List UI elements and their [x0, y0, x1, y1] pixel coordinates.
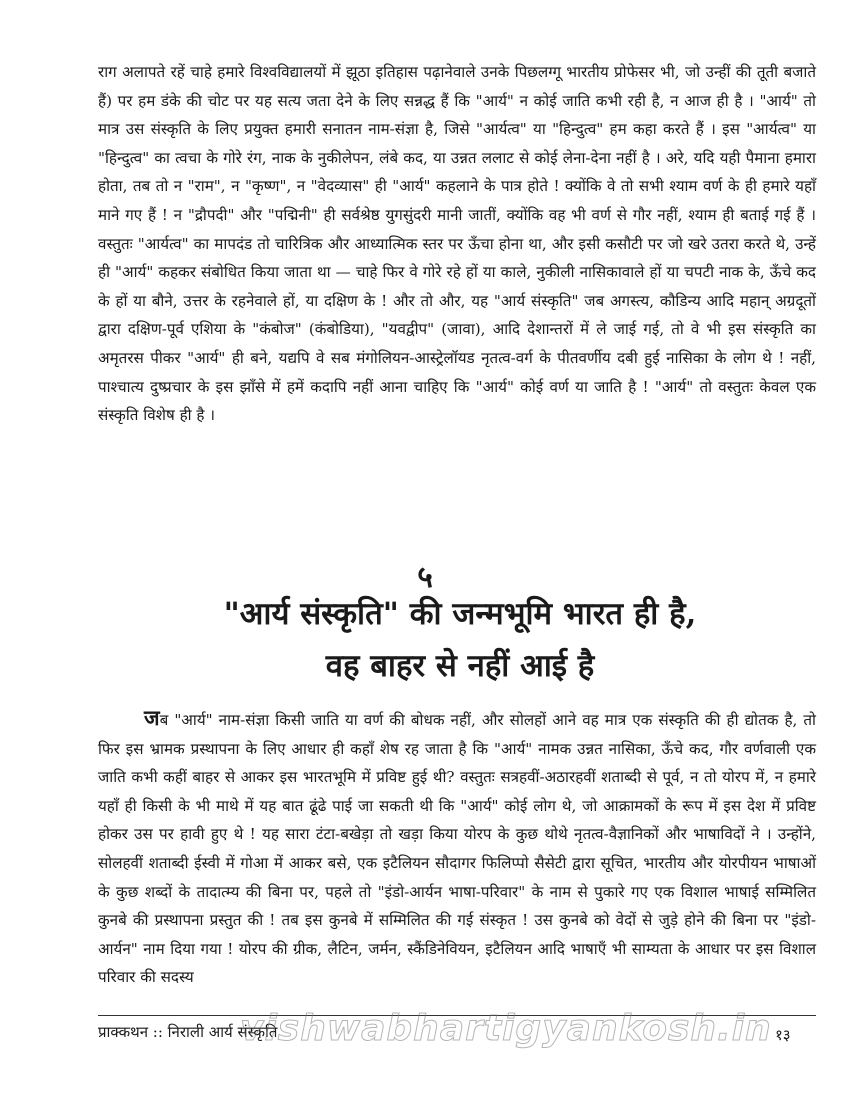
chapter-number: ५ [417, 560, 433, 595]
body-paragraph-1: राग अलापते रहें चाहे हमारे विश्वविद्यालयों में झूठा इतिहास पढ़ानेवाले उनके पिछलग्गू भारतीय प्रोफेसर भी, जो उन्हीं की तूती बजाते हैं) पर हम डंके की चोट पर यह सत्य जता देने के लिए सन्नद्ध हैं कि "आर्य" न कोई जाति कभी रही है, न आज ही है । "आर्य" तो मात्र उस संस्कृति के लिए प्रयुक्त हमारी सनातन नाम-संज्ञा है, जिसे "आर्यत्व" या "हिन्दुत्व" हम कहा करते हैं । इस "आर्यत्व" या "हिन्दुत्व" का त्वचा के गोरे रंग, नाक के नुकीलेपन, लंबे कद, या उन्नत ललाट से कोई लेना-देना नहीं है । अरे, यदि यही पैमाना हमारा होता, तब तो न "राम", न "कृष्ण", न "वेदव्यास" ही "आर्य" कहलाने के पात्र होते ! क्योंकि वे तो सभी श्याम वर्ण के ही हमारे यहाँ माने गए हैं ! न "द्रौपदी" और "पद्मिनी" ही सर्वश्रेष्ठ युगसुंदरी मानी जातीं, क्योंकि वह भी वर्ण से गौर नहीं, श्याम ही बताई गई हैं । वस्तुतः "आर्यत्व" का मापदंड तो चारित्रिक और आध्यात्मिक स्तर पर ऊँचा होना था, और इसी कसौटी पर जो खरे उतरा करते थे, उन्हें ही "आर्य" कहकर संबोधित किया जाता था — चाहे फिर वे गोरे रहे हों या काले, नुकीली नासिकावाले हों या चपटी नाक के, ऊँचे कद के हों या बौने, उत्तर के रहनेवाले हों, या दक्षिण के ! और तो और, यह "आर्य संस्कृति" जब अगस्त्य, कौडिन्य आदि महान् अग्रदूतों द्वारा दक्षिण-पूर्व एशिया के "कंबोज" (कंबोडिया), "यवद्वीप" (जावा), आदि देशान्तरों में ले जाई गई, तो वे भी इस संस्कृति का अमृतरस पीकर "आर्य" ही बने, यद्यपि वे सब मंगोलियन-आस्ट्रेलॉयड नृतत्व-वर्ग के पीतवर्णीय दबी हुई नासिका के लोग थे ! नहीं, पाश्चात्य दुष्प्रचार के इस झाँसे में हमें कदापि नहीं आना चाहिए कि "आर्य" कोई वर्ण या जाति है ! "आर्य" तो वस्तुतः केवल एक संस्कृति विशेष ही है । [98, 63, 816, 425]
running-footer-title: प्राक्कथन :: निराली आर्य संस्कृति [98, 1023, 278, 1041]
page-number: १३ [775, 1026, 791, 1044]
chapter-title-line-1: "आर्य संस्कृति" की जन्मभूमि भारत ही है, [223, 596, 697, 632]
site-watermark: vishwabhartigyankosh.in [240, 1008, 772, 1049]
chapter-title-line-2: वह बाहर से नहीं आई है [325, 648, 595, 684]
drop-cap: ज [144, 705, 160, 730]
body-paragraph-2-text: ब "आर्य" नाम-संज्ञा किसी जाति या वर्ण की बोधक नहीं, और सोलहों आने वह मात्र एक संस्कृति की ही द्योतक है, तो फिर इस भ्रामक प्रस्थापना के लिए आधार ही कहाँ शेष रह जाता है कि "आर्य" नामक उन्नत नासिका, ऊँचे कद, गौर वर्णवाली एक जाति कभी कहीं बाहर से आकर इस भारतभूमि में प्रविष्ट हुई थी? वस्तुतः सत्रहवीं-अठारहवीं शताब्दी से पूर्व, न तो योरप में, न हमारे यहाँ ही किसी के भी माथे में यह बात ढूंढे पाई जा सकती थी कि "आर्य" कोई लोग थे, जो आक्रामकों के रूप में इस देश में प्रविष्ट होकर उस पर हावी हुए थे ! यह सारा टंटा-बखेड़ा तो खड़ा किया योरप के कुछ थोथे नृतत्व-वैज्ञानिकों और भाषाविदों ने । उन्होंने, सोलहवीं शताब्दी ईस्वी में गोआ में आकर बसे, एक इटैलियन सौदागर फिलिप्पो सैसेटी द्वारा सूचित, भारतीय और योरपीयन भाषाओं के कुछ शब्दों के तादात्म्य की बिना पर, पहले तो "इंडो-आर्यन भाषा-परिवार" के नाम से पुकारे गए एक विशाल भाषाई सम्मिलित कुनबे की प्रस्थापना प्रस्तुत की ! तब इस कुनबे में सम्मिलित की गई संस्कृत ! उस कुनबे को वेदों से जुड़े होने की बिना पर "इंडो-आर्यन" नाम दिया गया ! योरप की ग्रीक, लैटिन, जर्मन, स्कैंडिनेवियन, इटैलियन आदि भाषाएँ भी साम्यता के आधार पर इस विशाल परिवार की सदस्य [98, 711, 816, 987]
body-paragraph-2 [98, 704, 816, 992]
chapter-title [110, 588, 810, 692]
